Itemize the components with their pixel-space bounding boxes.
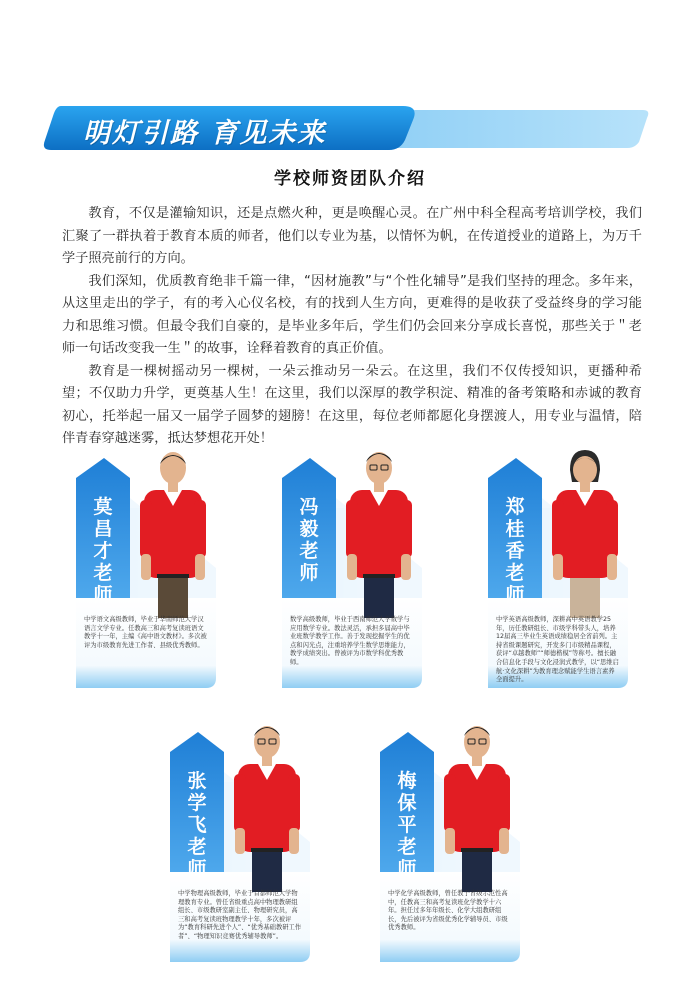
banner-title: 明灯引路 育见未来 (83, 118, 327, 149)
teacher-description: 中学英语高级教师，深耕高中英语教学25年，历任教研组长、市级学科带头人，培养12届高三毕业生英语成绩稳居全省前列。主持省级课题研究，开发多门市级精品课程，获评“卓越教师”“师德楷模”等称号。擅长融合信息化手段与文化浸润式教学，以“思维启航·文化深耕”为教育理念赋能学生语言素养全面提升。 (496, 616, 619, 684)
teacher-photo (334, 448, 424, 618)
intro-paragraph: 教育是一棵树摇动另一棵树，一朵云推动另一朵云。在这里，我们不仅传授知识，更播种希望；不仅助力升学，更奠基人生！在这里，我们以深厚的教学积淀、精准的备考策略和赤诚的教育初心，托举起一届又一届学子圆梦的翅膀！在这里，每位老师都愿化身摆渡人，用专业与温情，陪伴青春穿越迷雾，抵达梦想花开处！ (62, 363, 642, 446)
teacher-name: 郑桂香老师 (505, 496, 525, 606)
intro-text (62, 203, 642, 451)
teacher-card (170, 722, 310, 962)
teacher-description: 中学语文高级教师，毕业于华南师范大学汉语言文学专业。任教高三和高考复读班语文教学十一年，主编《高中语文教材》。多次被评为市级教育先进工作者、县级优秀教师。 (84, 616, 207, 649)
intro-paragraph: 我们深知，优质教育绝非千篇一律，“因材施教”与“个性化辅导”是我们坚持的理念。多年来，从这里走出的学子，有的考入心仪名校，有的找到人生方向，更难得的是收获了受益终身的学习能力和思维习惯。但最令我们自豪的，是毕业多年后，学生们仍会回来分享成长喜悦，那些关于＂老师一句话改变我一生＂的故事，诠释着教育的真正价值。 (62, 273, 642, 356)
teacher-name: 莫昌才老师 (93, 496, 113, 606)
teacher-photo (540, 448, 630, 618)
intro-paragraph: 教育，不仅是灌输知识，还是点燃火种，更是唤醒心灵。在广州中科全程高考培训学校，我们汇聚了一群执着于教育本质的师者，他们以专业为基，以情怀为帆，在传道授业的道路上，为万千学子照亮前行的方向。 (62, 206, 642, 266)
teacher-photo (432, 722, 522, 892)
teacher-description: 中学物理高级教师，毕业于首都师范大学物理教育专业。曾任省级重点高中物理教研组组长、市级教研室副主任、物理研究员，高三和高考复读班物理教学十年，多次被评为“教育科研先进个人”、“优秀基础教研工作者”、“物理知识竞赛优秀辅导教师”。 (178, 890, 302, 940)
teacher-name: 张学飞老师 (187, 770, 207, 880)
teacher-name: 冯毅老师 (299, 496, 319, 584)
teacher-card (380, 722, 520, 962)
section-subtitle: 学校师资团队介绍 (274, 169, 426, 189)
teacher-card (76, 448, 216, 688)
teacher-photo (128, 448, 218, 618)
teacher-photo (222, 722, 312, 892)
teacher-description: 数学高级教师，毕业于西南师范大学数学与应用数学专业。教法灵活，承担多届高中毕业班数学教学工作。善于发现挖掘学生的优点和闪光点，注重培养学生数学思维能力，教学成绩突出。曾被评为市数学科优秀教师。 (290, 616, 410, 666)
teacher-card (488, 448, 628, 688)
teacher-name: 梅保平老师 (397, 770, 417, 880)
teacher-description: 中学化学高级教师，曾任教于省级示范性高中，任教高三和高考复读班化学教学十六年。担任过多年年级长、化学大组教研组长，先后被评为省级优秀化学辅导员、市级优秀教师。 (388, 890, 508, 932)
header-banner (43, 106, 651, 150)
teacher-card (282, 448, 422, 688)
